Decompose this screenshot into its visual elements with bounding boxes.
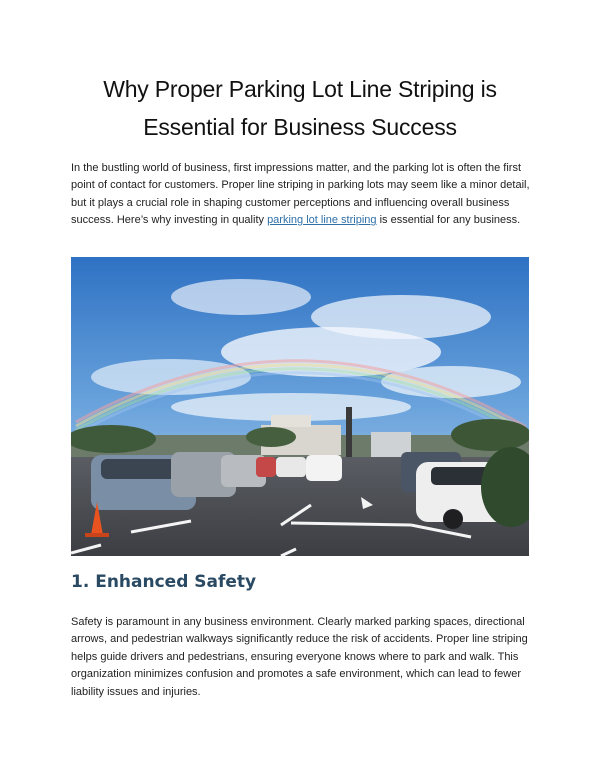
parking-lot-photo [71,257,529,556]
title-line-1: Why Proper Parking Lot Line Striping is [103,76,497,102]
intro-paragraph [71,160,533,230]
page-title [60,70,540,146]
parking-lot-line-striping-link[interactable]: parking lot line striping [267,214,377,227]
title-line-2: Essential for Business Success [143,114,457,140]
section-paragraph: Safety is paramount in any business environment. Clearly marked parking spaces, directional arrows, and pedestrian walkways significantly reduce the risk of accidents. Proper line striping helps guide drivers and pedestrians, ensuring everyone knows where to park and walk. This organization minimizes confusion and promotes a safe environment, which can lead to fewer liability issues and injuries. [71,616,528,698]
intro-text: In the bustling world of business, first impressions matter, and the parking lot is often the first point of contact for customers. Proper line striping in parking lots may seem like a minor detail, but it plays a crucial role in shaping customer perceptions and influencing overall business success. Here’s why investing in quality [71,162,530,227]
section-heading-enhanced-safety: 1. Enhanced Safety [71,572,257,592]
intro-text-end: is essential for any business. [376,214,521,227]
